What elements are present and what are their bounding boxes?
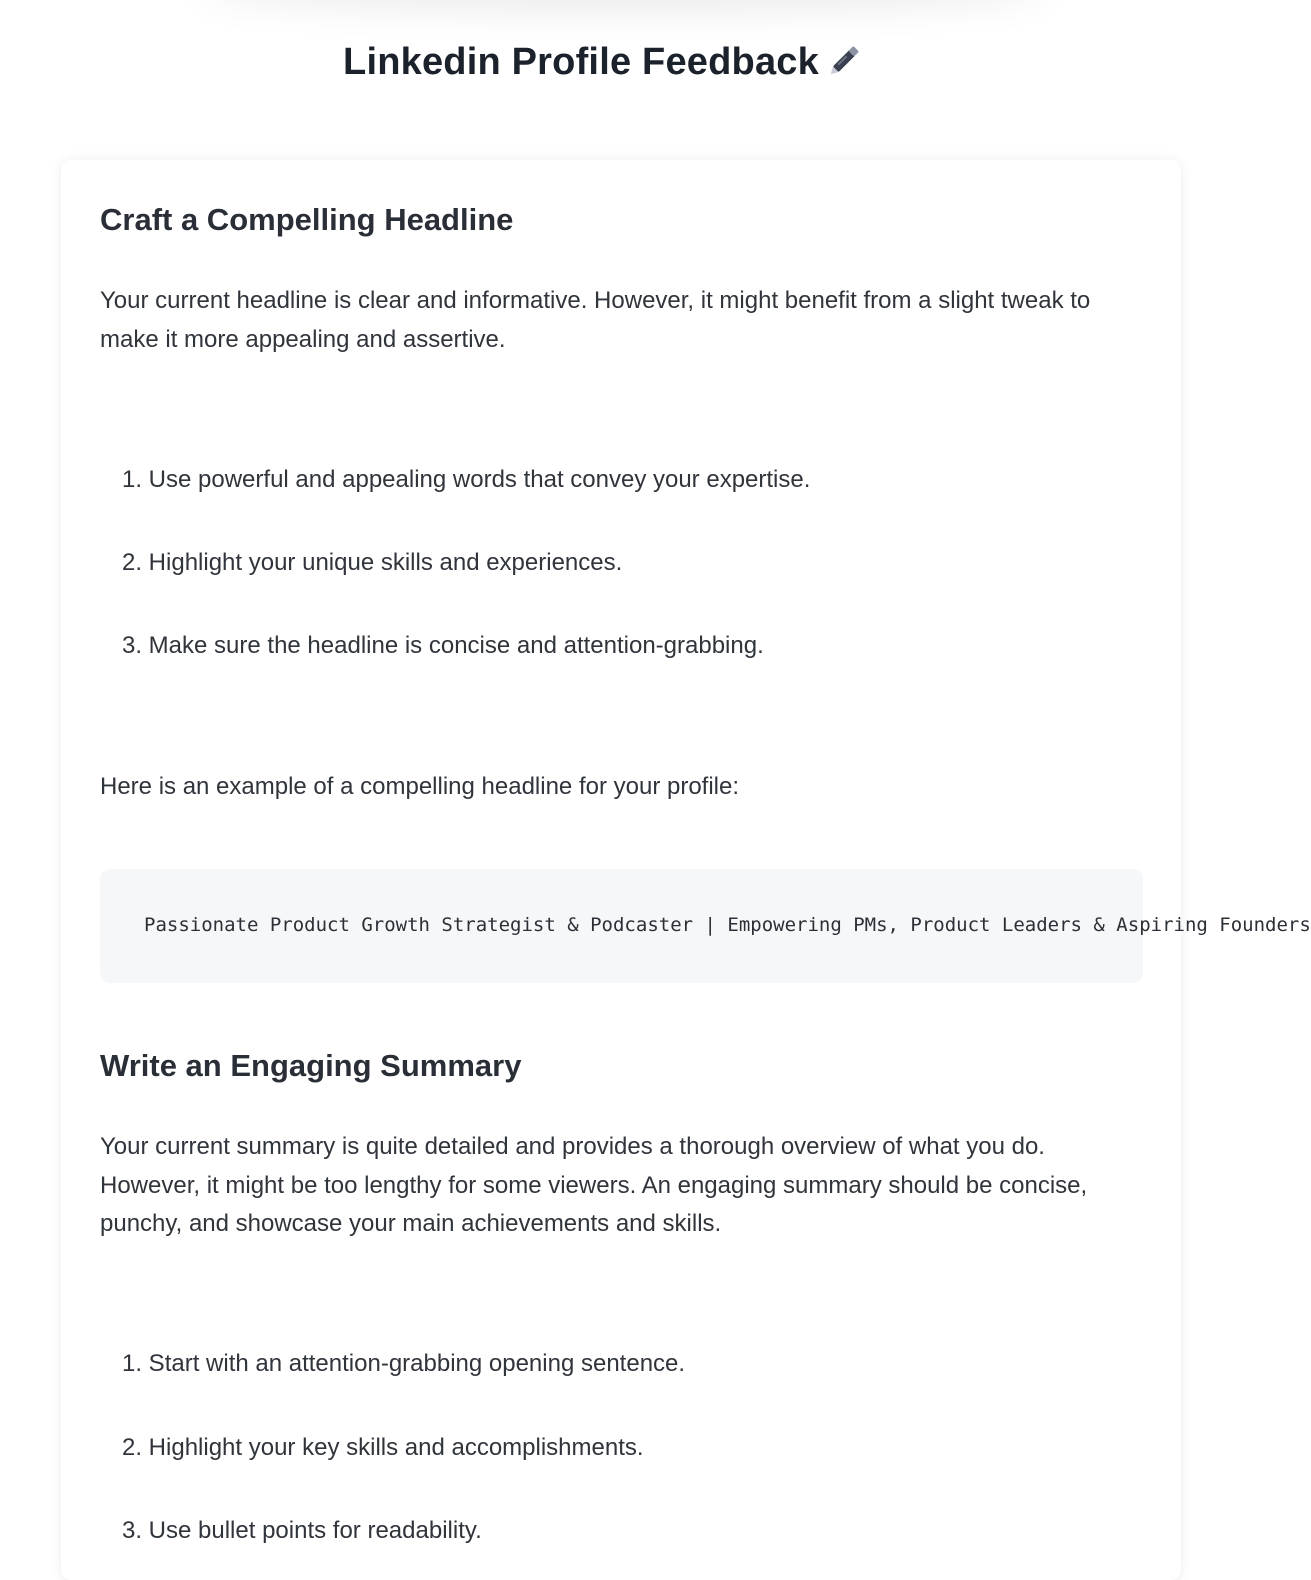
- section-intro-summary: Your current summary is quite detailed and provides a thorough overview of what you do. However, it might be too lengthy for some viewers. An engaging summary should be concise, punchy, and showcase your main achievements and skills.: [100, 1133, 1088, 1237]
- example-code-text: Passionate Product Growth Strategist & Podcaster | Empowering PMs, Product Leaders & Aspiring Founders: [144, 914, 1311, 936]
- page-title: [0, 38, 1210, 88]
- example-intro: Here is an example of a compelling headline for your profile:: [100, 773, 740, 800]
- list-item: 3. Make sure the headline is concise and attention-grabbing.: [122, 632, 764, 659]
- section-heading-summary: Write an Engaging Summary: [100, 1048, 522, 1083]
- section-heading-headline: Craft a Compelling Headline: [100, 202, 514, 237]
- list-item: 1. Use powerful and appealing words that convey your expertise.: [122, 466, 811, 493]
- list-item: 1. Start with an attention-grabbing opening sentence.: [122, 1350, 686, 1377]
- list-item: 2. Highlight your unique skills and experiences.: [122, 549, 623, 576]
- feedback-card: [61, 160, 1311, 1580]
- page-title-text: Linkedin Profile Feedback: [343, 41, 819, 83]
- example-code-block[interactable]: [100, 869, 1311, 983]
- section-intro-headline: Your current headline is clear and informative. However, it might benefit from a slight tweak to make it more appealing and assertive.: [100, 287, 1091, 353]
- pen-icon: [827, 38, 867, 88]
- list-item: 2. Highlight your key skills and accomplishments.: [122, 1434, 644, 1461]
- list-item: 3. Use bullet points for readability.: [122, 1517, 482, 1544]
